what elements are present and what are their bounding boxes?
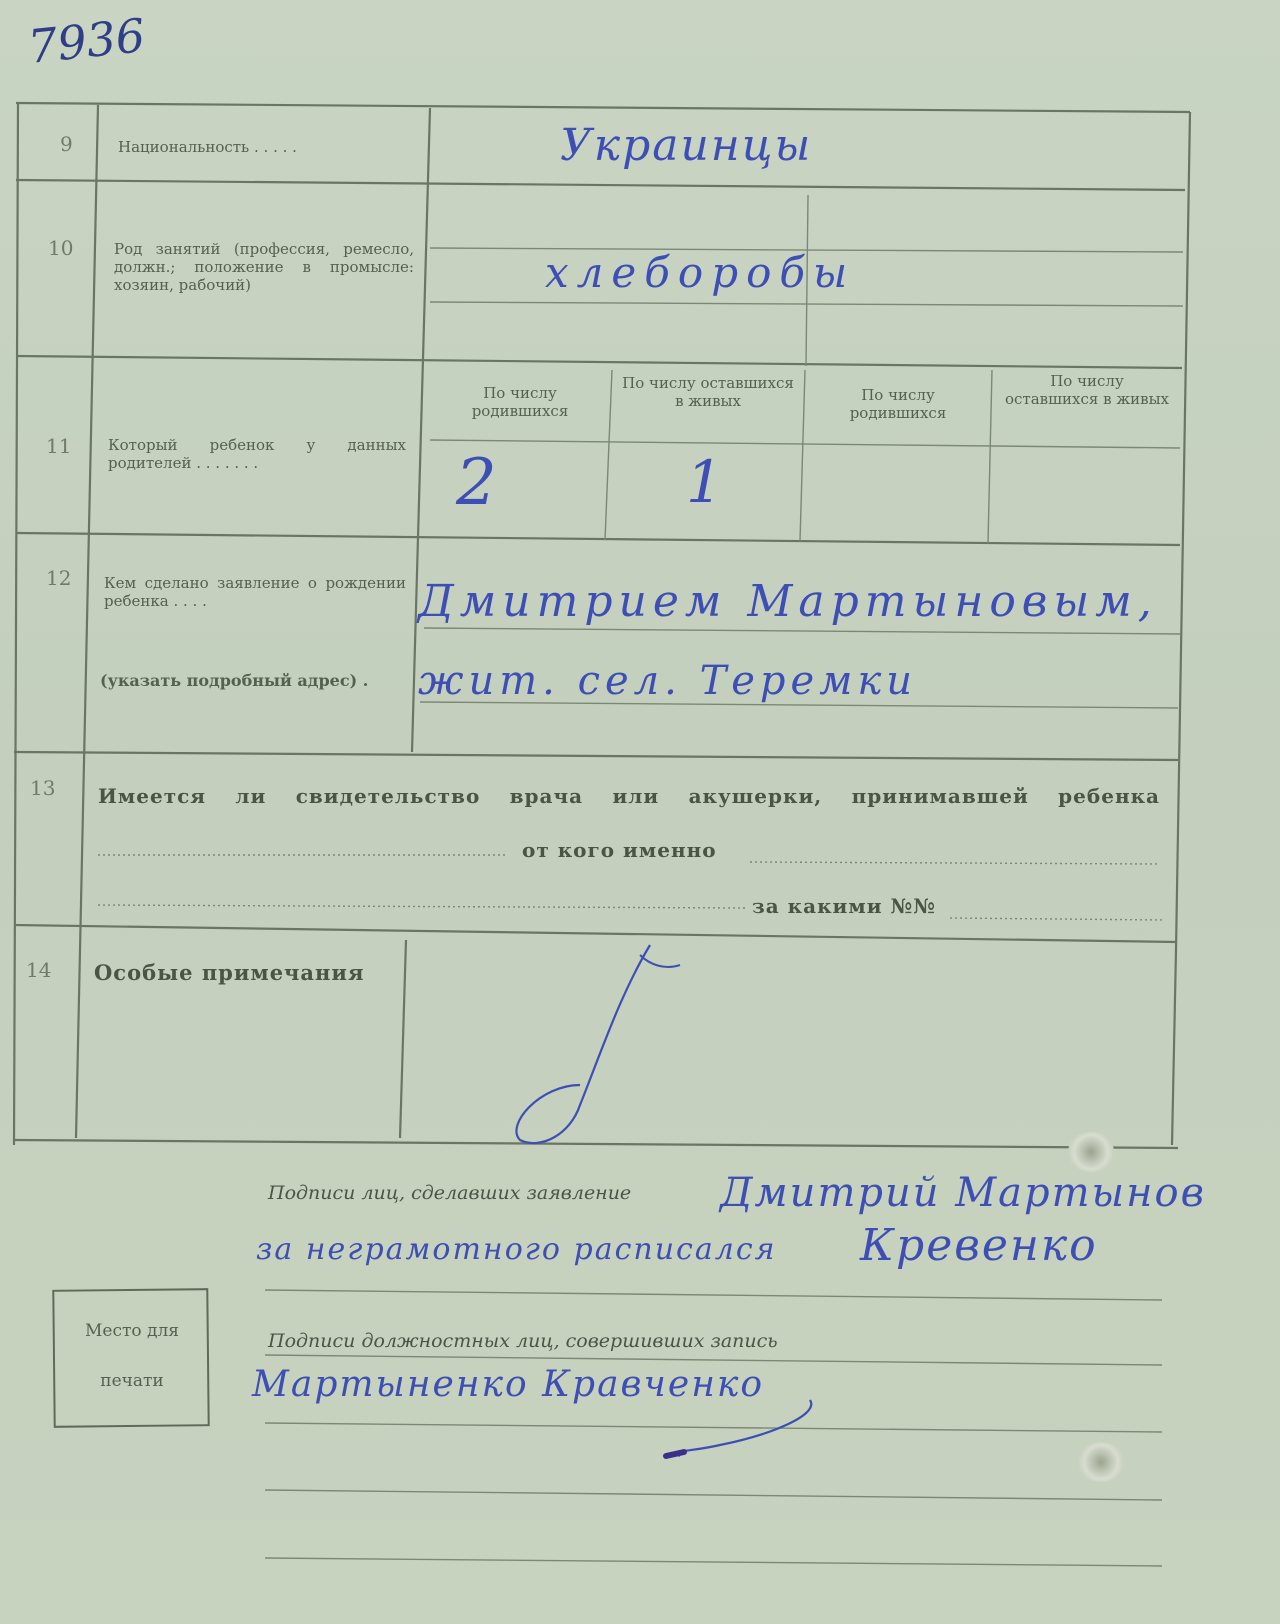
stamp-line-2: печати [100, 1371, 164, 1391]
row-11-col-born-1: По числу родившихся [471, 384, 569, 420]
row-11-value-born: 2 [456, 446, 499, 520]
row-11-col-alive-1: По числу оставшихся в живых [622, 374, 794, 410]
row-11-value-alive: 1 [686, 448, 725, 516]
row-12-address-label: (указать подробный адрес) . [100, 671, 369, 690]
row-11-label: Который ребенок у данных родителей . . . . . . . [108, 436, 406, 472]
row-11-col-born-2: По числу родившихся [849, 386, 947, 422]
row-12-value: Дмитрием Мартыновым, [418, 576, 1158, 627]
row-13-numbers: за какими №№ [752, 894, 937, 918]
punch-hole-bottom [1078, 1442, 1124, 1482]
row-10-label: Род занятий (профессия, ремесло, должн.; положение в промысле: хозяин, рабочий) [114, 240, 414, 294]
row-13-number: 13 [30, 776, 56, 800]
row-14-blank-stroke [500, 935, 720, 1165]
archive-number: 7936 [25, 8, 148, 74]
row-9-label: Национальность . . . . . [118, 138, 297, 156]
official-signature-label: Подписи должностных лиц, совершивших запись [268, 1330, 778, 1352]
row-13-from-whom: от кого именно [522, 838, 717, 862]
row-10-number: 10 [48, 236, 74, 260]
row-10-value: хлеборобы [545, 248, 856, 297]
punch-hole-top [1068, 1132, 1114, 1172]
official-signature-flourish [660, 1390, 860, 1470]
row-11-col-alive-2: По числу оставшихся в живых [1004, 372, 1169, 408]
applicant-signature-value: Дмитрий Мартынов [720, 1170, 1206, 1216]
row-11-number: 11 [46, 434, 72, 458]
row-12-number: 12 [46, 566, 72, 590]
stamp-line-1: Место для [84, 1321, 180, 1341]
applicant-signature-line2: за неграмотного расписался [256, 1232, 777, 1267]
row-9-number: 9 [60, 132, 73, 156]
row-9-value: Украинцы [560, 120, 813, 171]
row-14-label: Особые примечания [94, 960, 365, 985]
row-12-address-value: жит. сел. Теремки [418, 658, 918, 704]
applicant-signature-label: Подписи лиц, сделавших заявление [268, 1182, 632, 1204]
applicant-signature-line2-signer: Кревенко [860, 1220, 1098, 1271]
official-signature-value: Мартыненко Кравченко [252, 1364, 765, 1405]
row-13-label: Имеется ли свидетельство врача или акушерки, принимавшей ребенка [98, 784, 1160, 808]
row-14-number: 14 [26, 958, 52, 982]
row-12-label: Кем сделано заявление о рождении ребенка . . . . [104, 574, 406, 610]
